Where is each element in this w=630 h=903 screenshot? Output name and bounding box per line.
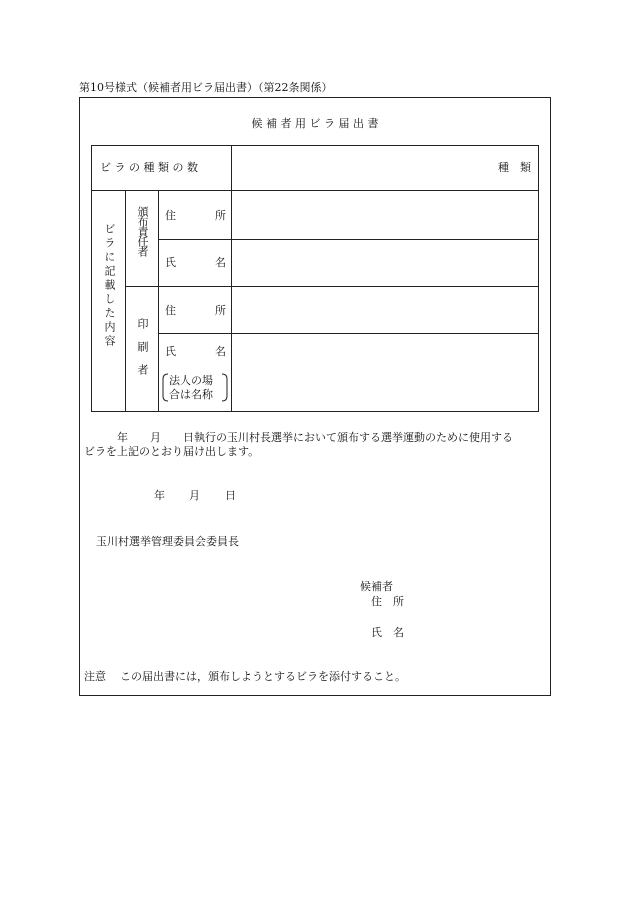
table-divider <box>158 333 539 334</box>
printer-label: 印刷者 <box>136 318 149 387</box>
candidate-name-label: 氏 名 <box>371 626 404 639</box>
corporate-name-note <box>162 372 228 403</box>
distributor-name-label: 氏 名 <box>165 256 226 269</box>
distributor-address-label: 住 所 <box>165 209 226 222</box>
statement-line-2: ビラを上記のとおり届け出します。 <box>84 445 260 458</box>
flyer-count-field[interactable] <box>235 149 485 187</box>
table-divider <box>125 190 126 412</box>
table-divider <box>158 190 159 412</box>
corporate-note-line1: 法人の場 <box>169 374 213 387</box>
note-prefix: 注意 <box>84 670 106 683</box>
form-title: 候 補 者 用 ビ ラ 届 出 書 <box>251 117 379 130</box>
corporate-note-line2: 合は名称 <box>169 388 213 401</box>
table-divider <box>158 239 539 240</box>
flyer-count-label: ビ ラ の 種 類 の 数 <box>100 161 198 174</box>
distributor-address-field[interactable] <box>235 193 535 236</box>
date-year: 年 <box>154 489 165 502</box>
flyer-content-label: ビラに記載した内容 <box>103 223 116 349</box>
table-divider <box>231 145 232 412</box>
addressee: 玉川村選挙管理委員会委員長 <box>96 535 239 548</box>
distributor-name-field[interactable] <box>235 242 535 283</box>
printer-address-field[interactable] <box>235 289 535 330</box>
printer-name-field[interactable] <box>235 336 535 408</box>
note-text: この届出書には，頒布しようとするビラを添付すること。 <box>120 670 406 683</box>
printer-name-label: 氏 名 <box>165 345 226 358</box>
table-divider <box>125 286 539 287</box>
candidate-address-label: 住 所 <box>371 595 404 608</box>
flyer-count-unit: 種 類 <box>498 161 531 174</box>
printer-address-label: 住 所 <box>165 304 226 317</box>
statement-line-1: 年 月 日執行の玉川村長選挙において頒布する選挙運動のために使用する <box>84 431 513 444</box>
date-day: 日 <box>225 489 236 502</box>
form-number-label: 第10号様式（候補者用ビラ届出書）（第22条関係） <box>79 81 333 94</box>
candidate-label: 候補者 <box>360 580 393 593</box>
date-month: 月 <box>189 489 200 502</box>
distributor-label: 頒布責任者 <box>136 206 149 256</box>
